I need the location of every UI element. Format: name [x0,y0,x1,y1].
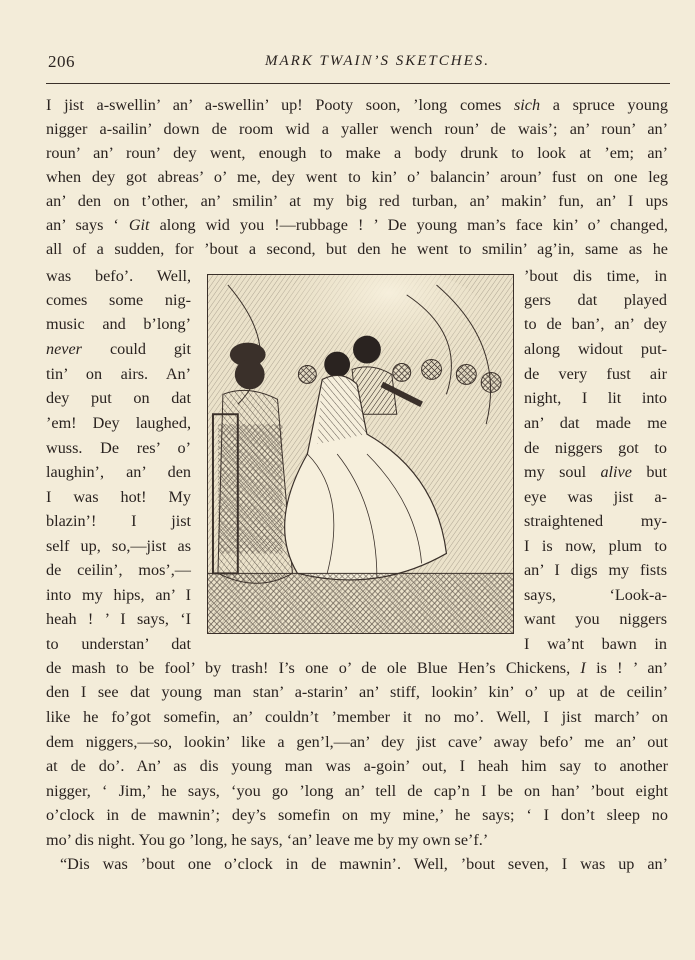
right-column-line: I wa’nt bawn in [524,635,667,653]
text-line: nigger a-sailin’ down de room wid a yaller wench roun’ de wais’; an’ roun’ an’ [46,120,668,138]
text-line: den I see dat young man stan’ a-starin’ an’ stiff, lookin’ kin’ o’ up at de ceilin’ [46,683,668,701]
right-column-line: night, I lit into [524,389,667,407]
right-column-line: de niggers got to [524,439,667,457]
text-line: roun’ an’ roun’ dey went, enough to make a body drunk to look at ’em; an’ [46,144,668,162]
left-column-line: never could git [46,340,191,358]
dance-illustration [207,274,514,634]
engraving-image [208,275,513,633]
left-column-line: de ceilin’, mos’,— [46,561,191,579]
text-line: an’ den on t’other, an’ smilin’ at my big red turban, an’ makin’ fun, an’ I ups [46,192,668,210]
text-line: mo’ dis night. You go ’long, he says, ‘an’ leave me by my own se’f.’ [46,831,489,849]
text-line: nigger, ‘ Jim,’ he says, ‘you go ’long an’ tell de cap’n I be on han’ ’bout eight [46,782,668,800]
right-column-line: an’ dat made me [524,414,667,432]
right-column-line: to de ban’, an’ dey [524,315,667,333]
text-line: at de do’. An’ as dis young man was a-goin’ out, I heah him say to another [46,757,668,775]
text-line: o’clock in de mawnin’; dey’s somefin on my mine,’ he says; ‘ I don’t sleep no [46,806,668,824]
right-column-line: I is now, plum to [524,537,667,555]
text-line: de mash to be fool’ by trash! I’s one o’ de ole Blue Hen’s Chickens, I is ! ’ an’ [46,659,668,677]
left-column-line: blazin’! I jist [46,512,191,530]
left-column-line: comes some nig- [46,291,191,309]
header-rule [46,83,670,84]
left-column-line: to understan’ dat [46,635,191,653]
left-column-line: dey put on dat [46,389,191,407]
page-number: 206 [48,52,75,71]
left-column-line: was befo’. Well, [46,267,191,285]
right-column-line: eye was jist a- [524,488,667,506]
text-line: all of a sudden, for ’bout a second, but den he went to smilin’ ag’in, same as he [46,240,668,258]
left-column-line: music and b’long’ [46,315,191,333]
right-column-line: says, ‘Look-a- [524,586,667,604]
right-column-line: gers dat played [524,291,667,309]
left-column-line: self up, so,—jist as [46,537,191,555]
text-line: an’ says ‘ Git along wid you !—rubbage ! ’ De young man’s face kin’ o’ changed, [46,216,668,234]
text-line: like he fo’got somefin, an’ couldn’t ’member it no mo’. Well, I jist march’ on [46,708,668,726]
left-column-line: I was hot! My [46,488,191,506]
right-column-line: ’bout dis time, in [524,267,667,285]
text-line: when dey got abreas’ o’ me, dey went to kin’ o’ balancin’ aroun’ fust on one leg [46,168,668,186]
left-column-line: wuss. De res’ o’ [46,439,191,457]
running-title: MARK TWAIN’S SKETCHES. [264,53,491,69]
left-column-line: ’em! Dey laughed, [46,414,191,432]
left-column-line: into my hips, an’ I [46,586,191,604]
right-column-line: along widout put- [524,340,667,358]
text-line: I jist a-swellin’ an’ a-swellin’ up! Pooty soon, ’long comes sich a spruce young [46,96,668,114]
text-line: dem niggers,—so, lookin’ like a gen’l,—an’ dey jist cave’ away befo’ me an’ out [46,733,668,751]
text-line: “Dis was ’bout one o’clock in de mawnin’. Well, ’bout seven, I was up an’ [60,855,668,873]
right-column-line: straightened my- [524,512,667,530]
right-column-line: my soul alive but [524,463,667,481]
right-column-line: want you niggers [524,610,667,628]
left-column-line: tin’ on airs. An’ [46,365,191,383]
left-column-line: heah ! ’ I says, ‘I [46,610,191,628]
right-column-line: an’ I digs my fists [524,561,667,579]
right-column-line: de very fust air [524,365,667,383]
left-column-line: laughin’, an’ den [46,463,191,481]
